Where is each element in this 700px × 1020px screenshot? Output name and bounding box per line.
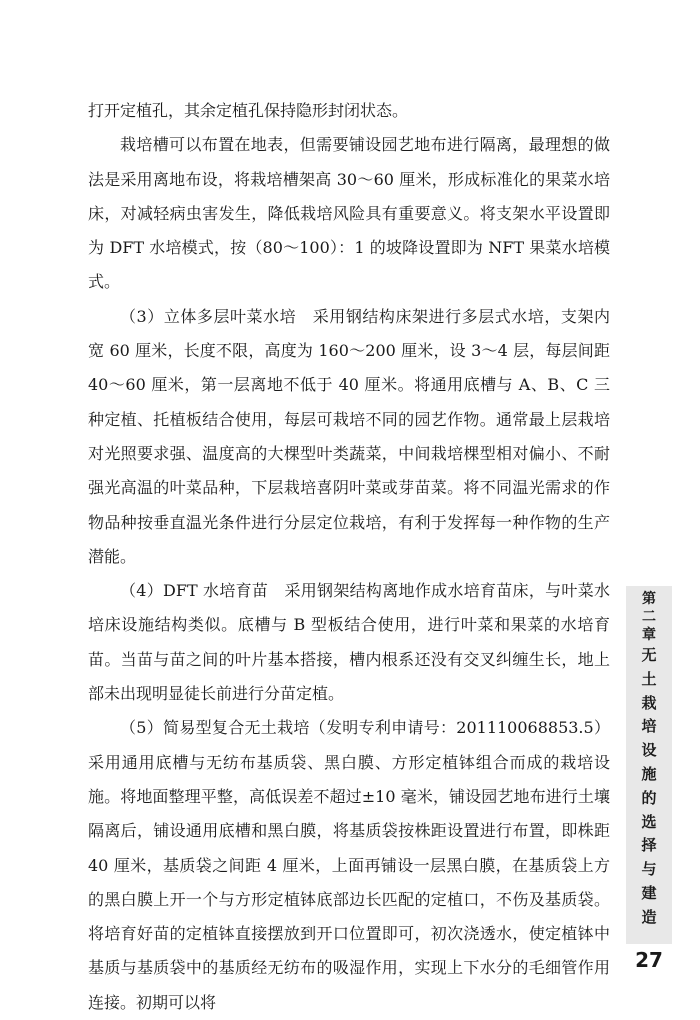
chapter-label-char: 章 bbox=[642, 627, 656, 643]
paragraph-simple-composite-soilless: （5）简易型复合无土栽培（发明专利申请号：201110068853.5）采用通用底槽与无纺布基质袋、黑白膜、方形定植钵组合而成的栽培设施。将地面整理平整，高低误差不超过±10 毫米，铺设园艺地布进行土壤隔离后，铺设通用底槽和黑白膜，将基质袋按株距设置进行布置，即株距 40 厘米，基质袋之间距 4 厘米，上面再铺设一层黑白膜，在基质袋上方的黑白膜上开一个与方形定植钵底部边长匹配的定植口，不伤及基质袋。将培育好苗的定植钵直接摆放到开口位置即可，初次浇透水，使定植钵中基质与基质袋中的基质经无纺布的吸湿作用，实现上下水分的毛细管作用连接。初期可以将 bbox=[88, 718, 610, 1012]
chapter-title-char: 无 bbox=[641, 646, 657, 664]
chapter-title-char: 建 bbox=[641, 883, 657, 902]
chapter-title-char: 施 bbox=[641, 764, 657, 783]
paragraph-cultivation-trough: 栽培槽可以布置在地表，但需要铺设园艺地布进行隔离，最理想的做法是采用离地布设，将栽培槽架高 30～60 厘米，形成标准化的果菜水培床，对减轻病虫害发生，降低栽培风险具有重要意义。将支架水平设置即为 DFT 水培模式，按（80～100）：1 的坡降设置即为 NFT 果菜水培模式。 bbox=[88, 135, 610, 292]
chapter-label-char: 二 bbox=[642, 609, 656, 625]
chapter-title-char: 的 bbox=[641, 788, 657, 807]
paragraph-dft-seedling: （4）DFT 水培育苗 采用钢架结构离地作成水培育苗床，与叶菜水培床设施结构类似。底槽与 B 型板结合使用，进行叶菜和果菜的水培育苗。当苗与苗之间的叶片基本搭接，槽内根系还没有交叉纠缠生长，地上部未出现明显徒长前进行分苗定植。 bbox=[88, 581, 610, 704]
chapter-label-char: 第 bbox=[642, 591, 656, 607]
chapter-label bbox=[626, 590, 672, 644]
chapter-title bbox=[626, 644, 672, 930]
body-text bbox=[88, 94, 610, 1020]
paragraph-continuation: 打开定植孔，其余定植孔保持隐形封闭状态。 bbox=[88, 101, 409, 120]
chapter-title-char: 择 bbox=[641, 836, 657, 855]
chapter-title-char: 栽 bbox=[641, 693, 657, 712]
chapter-title-char: 培 bbox=[641, 717, 657, 736]
chapter-title-char: 与 bbox=[641, 860, 657, 879]
paragraph-multilayer-leafy-hydroponics: （3）立体多层叶菜水培 采用钢结构床架进行多层式水培，支架内宽 60 厘米，长度不限，高度为 160～200 厘米，设 3～4 层，每层间距 40～60 厘米，第一层离地不低于 40 厘米。将通用底槽与 A、B、C 三种定植、托植板结合使用，每层可栽培不同的园艺作物。通常最上层栽培对光照要求强、温度高的大棵型叶类蔬菜，中间栽培棵型相对偏小、不耐强光高温的叶菜品种，下层栽培喜阴叶菜或芽苗菜。将不同温光需求的作物品种按垂直温光条件进行分层定位栽培，有利于发挥每一种作物的生产潜能。 bbox=[88, 306, 610, 566]
chapter-title-char: 选 bbox=[641, 812, 657, 831]
chapter-title-char: 土 bbox=[641, 669, 657, 688]
page-number: 27 bbox=[635, 948, 663, 972]
chapter-title-char: 造 bbox=[641, 907, 657, 926]
chapter-title-char: 设 bbox=[641, 741, 657, 760]
